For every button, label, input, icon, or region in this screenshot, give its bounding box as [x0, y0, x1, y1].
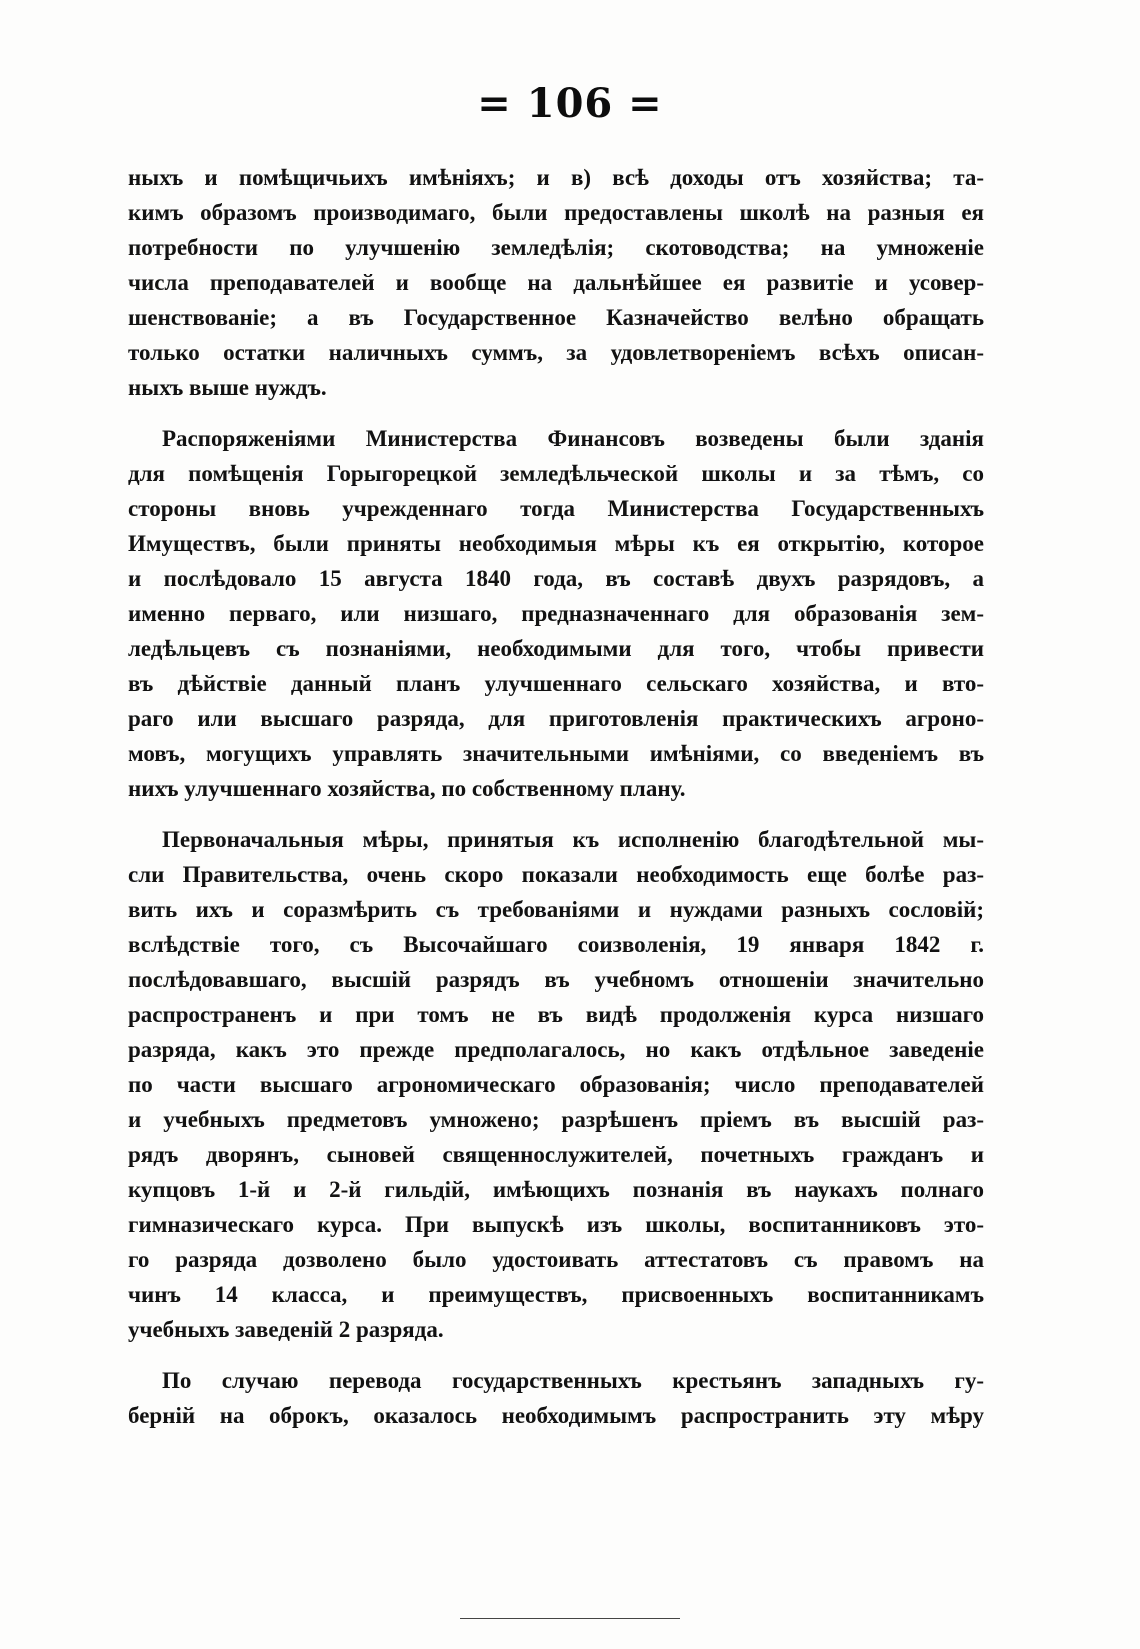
text-line: берній на оброкъ, оказалось необходимымъ распространить эту мѣру: [128, 1403, 984, 1428]
text-line: По случаю перевода государственныхъ крестьянъ западныхъ гу-: [162, 1368, 984, 1393]
text-line: купцовъ 1-й и 2-й гильдій, имѣющихъ познанія въ наукахъ полнаго: [128, 1177, 984, 1202]
paragraph-2: [128, 421, 984, 806]
paragraph-4: [128, 1363, 984, 1433]
text-line: именно перваго, или низшаго, предназначеннаго для образованія зем-: [128, 601, 984, 626]
text-line: только остатки наличныхъ суммъ, за удовлетвореніемъ всѣхъ описан-: [128, 340, 984, 365]
text-line: стороны вновь учрежденнаго тогда Министерства Государственныхъ: [128, 496, 984, 521]
text-line: Распоряженіями Министерства Финансовъ возведены были зданія: [162, 426, 984, 451]
text-line: учебныхъ заведеній 2 разряда.: [128, 1317, 444, 1342]
paragraph-3: [128, 822, 984, 1347]
text-line: въ дѣйствіе данный планъ улучшеннаго сельскаго хозяйства, и вто-: [128, 671, 984, 696]
text-line: разряда, какъ это прежде предполагалось, но какъ отдѣльное заведеніе: [128, 1037, 984, 1062]
text-line: распространенъ и при томъ не въ видѣ продолженія курса низшаго: [128, 1002, 984, 1027]
text-line: вить ихъ и соразмѣрить съ требованіями и нуждами разныхъ сословій;: [128, 897, 984, 922]
text-line: Имуществъ, были приняты необходимыя мѣры къ ея открытію, которое: [128, 531, 984, 556]
text-line: чинъ 14 класса, и преимуществъ, присвоенныхъ воспитанникамъ: [128, 1282, 984, 1307]
text-line: сли Правительства, очень скоро показали необходимость еще болѣе раз-: [128, 862, 984, 887]
text-line: мовъ, могущихъ управлять значительными имѣніями, со введеніемъ въ: [128, 741, 984, 766]
text-line: шенствованіе; а въ Государственное Казначейство велѣно обращать: [128, 305, 984, 330]
text-line: нихъ улучшеннаго хозяйства, по собственному плану.: [128, 776, 686, 801]
text-line: потребности по улучшенію земледѣлія; скотоводства; на умноженіе: [128, 235, 984, 260]
text-line: вслѣдствіе того, съ Высочайшаго соизволенія, 19 января 1842 г.: [128, 932, 984, 957]
text-line: раго или высшаго разряда, для приготовленія практическихъ агроно-: [128, 706, 984, 731]
paragraph-1: [128, 160, 984, 405]
text-line: числа преподавателей и вообще на дальнѣйшее ея развитіе и усовер-: [128, 270, 984, 295]
text-line: для помѣщенія Горыгорецкой земледѣльческой школы и за тѣмъ, со: [128, 461, 984, 486]
text-line: по части высшаго агрономическаго образованія; число преподавателей: [128, 1072, 984, 1097]
text-line: ныхъ выше нуждъ.: [128, 375, 327, 400]
text-line: ныхъ и помѣщичьихъ имѣніяхъ; и в) всѣ доходы отъ хозяйства; та-: [128, 165, 984, 190]
text-line: и учебныхъ предметовъ умножено; разрѣшенъ пріемъ въ высшій раз-: [128, 1107, 984, 1132]
text-line: рядъ дворянъ, сыновей священнослужителей, почетныхъ гражданъ и: [128, 1142, 984, 1167]
text-line: и послѣдовало 15 августа 1840 года, въ составѣ двухъ разрядовъ, а: [128, 566, 984, 591]
text-line: кимъ образомъ производимаго, были предоставлены школѣ на разныя ея: [128, 200, 984, 225]
text-line: гимназическаго курса. При выпускѣ изъ школы, воспитанниковъ это-: [128, 1212, 984, 1237]
text-line: ледѣльцевъ съ познаніями, необходимыми для того, чтобы привести: [128, 636, 984, 661]
text-line: Первоначальныя мѣры, принятыя къ исполненію благодѣтельной мы-: [162, 827, 984, 852]
text-line: послѣдовавшаго, высшій разрядъ въ учебномъ отношеніи значительно: [128, 967, 984, 992]
page-number-header: = 106 =: [477, 80, 663, 127]
text-line: го разряда дозволено было удостоивать аттестатовъ съ правомъ на: [128, 1247, 984, 1272]
body-text: [128, 160, 984, 1449]
footer-rule: [460, 1618, 680, 1619]
